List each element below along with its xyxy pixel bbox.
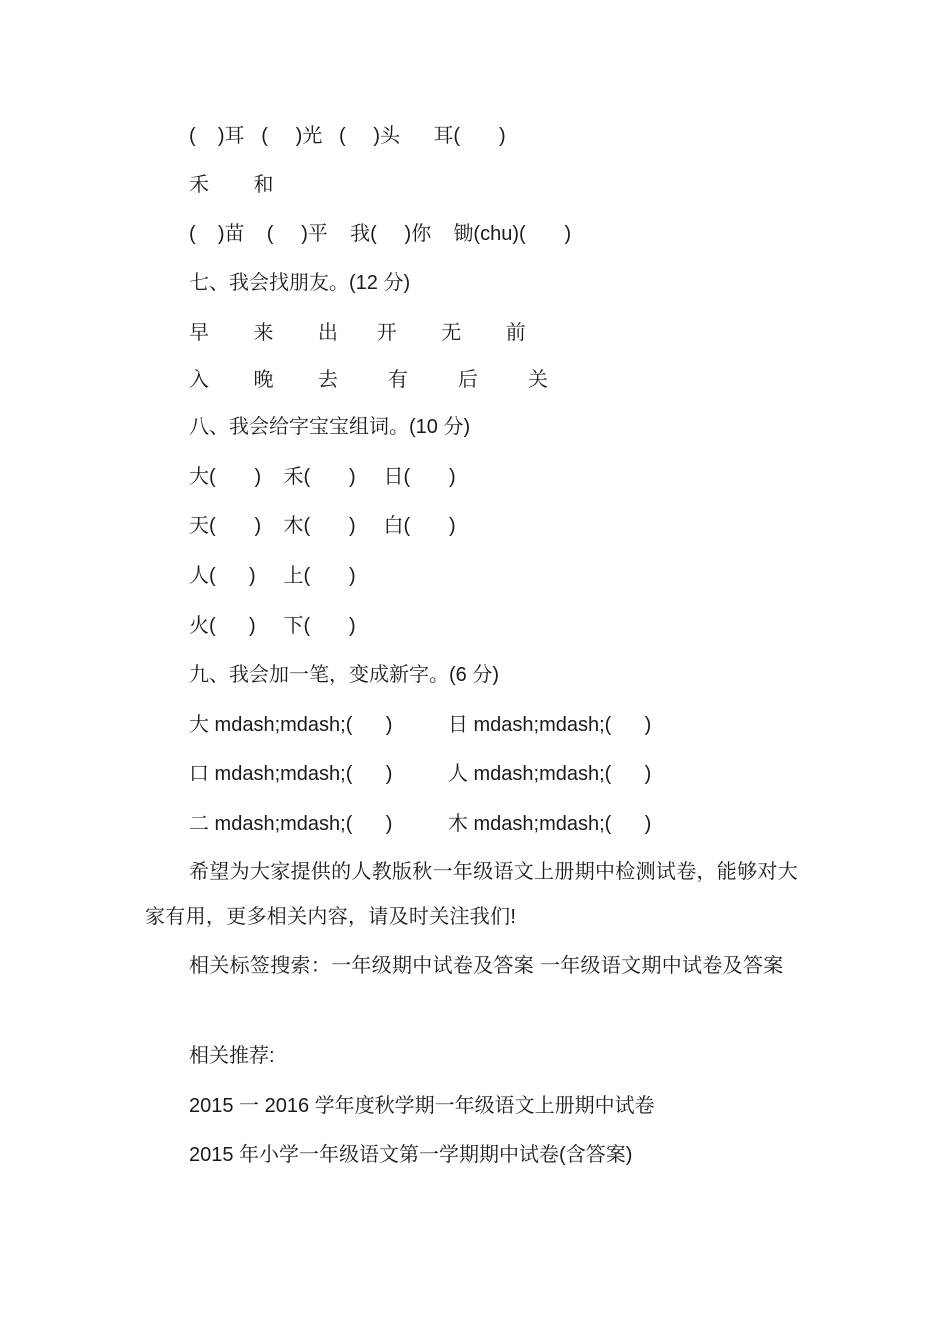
closing-paragraph: 希望为大家提供的人教版秋一年级语文上册期中检测试卷，能够对大家有用，更多相关内容，请及时关注我们! bbox=[145, 861, 798, 928]
add-stroke-row-2: 口 mdash;mdash;( ) 人 mdash;mdash;( ) bbox=[189, 763, 652, 785]
exercise-line-he-he: 禾 和 bbox=[189, 174, 274, 196]
antonym-row-top: 早 来 出 开 无 前 bbox=[189, 322, 526, 344]
section-heading-9: 九、我会加一笔，变成新字。(6 分) bbox=[189, 664, 499, 686]
word-group-row-2: 天( ) 木( ) 白( ) bbox=[189, 515, 456, 537]
exercise-line-seedling-hoe: ( )苗 ( )平 我( )你 锄(chu)( ) bbox=[189, 223, 572, 245]
recommend-label: 相关推荐: bbox=[189, 1045, 275, 1067]
recommend-link-1[interactable]: 2015 一 2016 学年度秋学期一年级语文上册期中试卷 bbox=[189, 1095, 655, 1117]
add-stroke-row-3: 二 mdash;mdash;( ) 木 mdash;mdash;( ) bbox=[189, 813, 652, 835]
exercise-line-ear-light-head: ( )耳 ( )光 ( )头 耳( ) bbox=[189, 125, 506, 147]
section-heading-7: 七、我会找朋友。(12 分) bbox=[189, 272, 411, 294]
word-group-row-4: 火( ) 下( ) bbox=[189, 615, 356, 637]
word-group-row-1: 大( ) 禾( ) 日( ) bbox=[189, 466, 456, 488]
section-heading-8: 八、我会给字宝宝组词。(10 分) bbox=[189, 416, 471, 438]
tags-paragraph[interactable]: 相关标签搜索：一年级期中试卷及答案 一年级语文期中试卷及答案 bbox=[189, 955, 784, 977]
antonym-row-bottom: 入 晚 去 有 后 关 bbox=[189, 369, 548, 391]
add-stroke-row-1: 大 mdash;mdash;( ) 日 mdash;mdash;( ) bbox=[189, 714, 652, 736]
word-group-row-3: 人( ) 上( ) bbox=[189, 565, 356, 587]
recommend-link-2[interactable]: 2015 年小学一年级语文第一学期期中试卷(含答案) bbox=[189, 1144, 633, 1166]
